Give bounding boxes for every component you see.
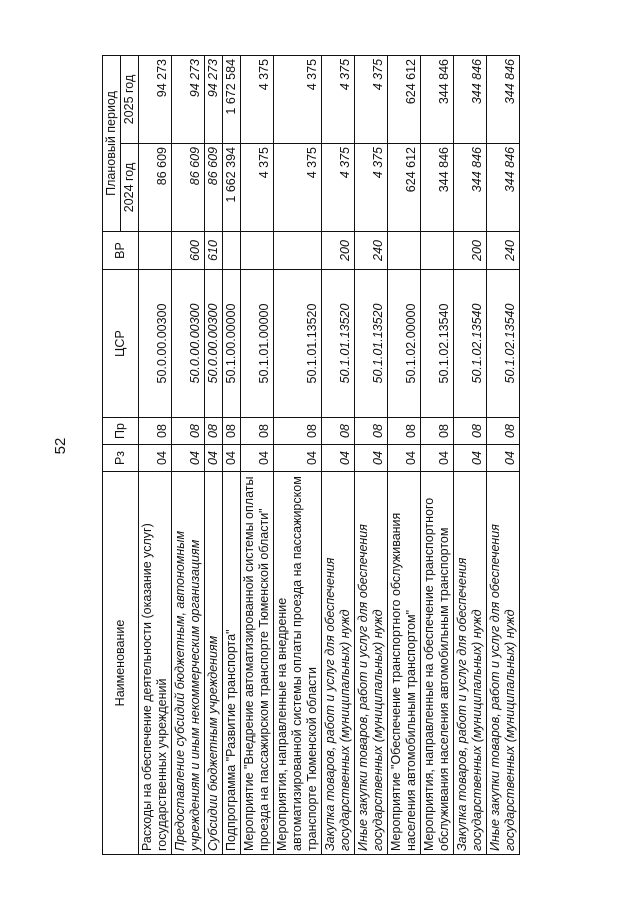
cell-vr	[274, 232, 322, 270]
cell-csr: 50.1.02.13540	[421, 270, 454, 418]
cell-pr: 08	[223, 418, 241, 445]
table-row	[172, 55, 205, 854]
cell-pr: 08	[274, 418, 322, 445]
cell-name: Закупка товаров, работ и услуг для обеспечения государственных (муниципальных) нужд	[322, 472, 355, 855]
cell-name: Расходы на обеспечение деятельности (оказание услуг) государственных учреждений	[139, 472, 172, 855]
cell-2024: 1 662 394	[223, 144, 241, 232]
cell-vr: 610	[205, 232, 223, 270]
cell-csr: 50.1.02.13540	[487, 270, 520, 418]
cell-rz: 04	[205, 445, 223, 472]
table-row	[139, 55, 172, 854]
table-row	[487, 55, 520, 854]
cell-2024: 344 846	[487, 144, 520, 232]
cell-rz: 04	[172, 445, 205, 472]
cell-pr: 08	[139, 418, 172, 445]
cell-csr: 50.1.01.13520	[355, 270, 388, 418]
cell-rz: 04	[274, 445, 322, 472]
table-row	[421, 55, 454, 854]
header-csr: ЦСР	[103, 270, 139, 418]
cell-name: Закупка товаров, работ и услуг для обеспечения государственных (муниципальных) нужд	[454, 472, 487, 855]
cell-vr	[139, 232, 172, 270]
cell-name: Предоставление субсидий бюджетным, автономным учреждениям и иным некоммерческим организациям	[172, 472, 205, 855]
cell-vr: 200	[322, 232, 355, 270]
cell-2025: 94 273	[205, 55, 223, 143]
cell-pr: 08	[454, 418, 487, 445]
cell-name: Иные закупки товаров, работ и услуг для обеспечения государственных (муниципальных) нужд	[487, 472, 520, 855]
cell-2025: 94 273	[172, 55, 205, 143]
cell-2025: 344 846	[421, 55, 454, 143]
budget-table	[102, 55, 520, 855]
cell-name: Мероприятие "Обеспечение транспортного обслуживания населения автомобильным транспортом"	[388, 472, 421, 855]
cell-rz: 04	[355, 445, 388, 472]
cell-rz: 04	[487, 445, 520, 472]
cell-2024: 4 375	[355, 144, 388, 232]
header-planned-period: Плановый период	[103, 55, 121, 231]
cell-csr: 50.0.00.00300	[172, 270, 205, 418]
cell-2025: 94 273	[139, 55, 172, 143]
header-rz: Рз	[103, 445, 139, 472]
cell-pr: 08	[388, 418, 421, 445]
cell-2025: 4 375	[241, 55, 274, 143]
table-row	[388, 55, 421, 854]
cell-pr: 08	[205, 418, 223, 445]
cell-csr: 50.1.01.13520	[322, 270, 355, 418]
header-year-2025: 2025 год	[121, 55, 139, 143]
cell-csr: 50.1.00.00000	[223, 270, 241, 418]
header-year-2024: 2024 год	[121, 144, 139, 232]
cell-name: Мероприятие "Внедрение автоматизированной системы оплаты проезда на пассажирском транспорте Тюменской области"	[241, 472, 274, 855]
cell-2024: 86 609	[205, 144, 223, 232]
cell-2025: 344 846	[454, 55, 487, 143]
cell-pr: 08	[355, 418, 388, 445]
cell-csr: 50.1.01.00000	[241, 270, 274, 418]
table-body	[139, 55, 520, 854]
table-row	[454, 55, 487, 854]
cell-vr: 200	[454, 232, 487, 270]
table-row	[322, 55, 355, 854]
cell-rz: 04	[241, 445, 274, 472]
cell-2024: 4 375	[241, 144, 274, 232]
header-name: Наименование	[103, 472, 139, 855]
cell-2024: 4 375	[274, 144, 322, 232]
cell-name: Мероприятия, направленные на внедрение автоматизированной системы оплаты проезда на пассажирском транспорте Тюменской области	[274, 472, 322, 855]
cell-vr	[421, 232, 454, 270]
cell-rz: 04	[388, 445, 421, 472]
cell-csr: 50.1.02.00000	[388, 270, 421, 418]
cell-pr: 08	[322, 418, 355, 445]
cell-2024: 4 375	[322, 144, 355, 232]
cell-vr	[241, 232, 274, 270]
cell-2024: 86 609	[139, 144, 172, 232]
cell-2025: 4 375	[355, 55, 388, 143]
cell-name: Мероприятия, направленные на обеспечение транспортного обслуживания населения автомобильным транспортом	[421, 472, 454, 855]
cell-csr: 50.0.00.00300	[139, 270, 172, 418]
header-vr: ВР	[103, 232, 139, 270]
cell-pr: 08	[487, 418, 520, 445]
cell-vr: 240	[487, 232, 520, 270]
cell-2025: 624 612	[388, 55, 421, 143]
cell-csr: 50.0.00.00300	[205, 270, 223, 418]
budget-table-rotated	[102, 56, 517, 855]
cell-2025: 4 375	[274, 55, 322, 143]
cell-vr	[388, 232, 421, 270]
cell-2024: 344 846	[421, 144, 454, 232]
cell-pr: 08	[241, 418, 274, 445]
cell-rz: 04	[139, 445, 172, 472]
cell-rz: 04	[322, 445, 355, 472]
cell-2024: 86 609	[172, 144, 205, 232]
cell-vr: 240	[355, 232, 388, 270]
cell-name: Подпрограмма "Развитие транспорта"	[223, 472, 241, 855]
cell-pr: 08	[172, 418, 205, 445]
cell-2025: 4 375	[322, 55, 355, 143]
cell-csr: 50.1.01.13520	[274, 270, 322, 418]
cell-2024: 344 846	[454, 144, 487, 232]
table-row	[274, 55, 322, 854]
cell-vr	[223, 232, 241, 270]
cell-rz: 04	[223, 445, 241, 472]
cell-csr: 50.1.02.13540	[454, 270, 487, 418]
table-row	[355, 55, 388, 854]
cell-name: Субсидии бюджетным учреждениям	[205, 472, 223, 855]
table-row	[223, 55, 241, 854]
page-number: 52	[52, 437, 69, 455]
cell-rz: 04	[421, 445, 454, 472]
table-row	[205, 55, 223, 854]
header-pr: Пр	[103, 418, 139, 445]
table-row	[241, 55, 274, 854]
cell-2025: 1 672 584	[223, 55, 241, 143]
cell-pr: 08	[421, 418, 454, 445]
cell-2024: 624 612	[388, 144, 421, 232]
cell-2025: 344 846	[487, 55, 520, 143]
cell-vr: 600	[172, 232, 205, 270]
cell-name: Иные закупки товаров, работ и услуг для обеспечения государственных (муниципальных) нужд	[355, 472, 388, 855]
cell-rz: 04	[454, 445, 487, 472]
